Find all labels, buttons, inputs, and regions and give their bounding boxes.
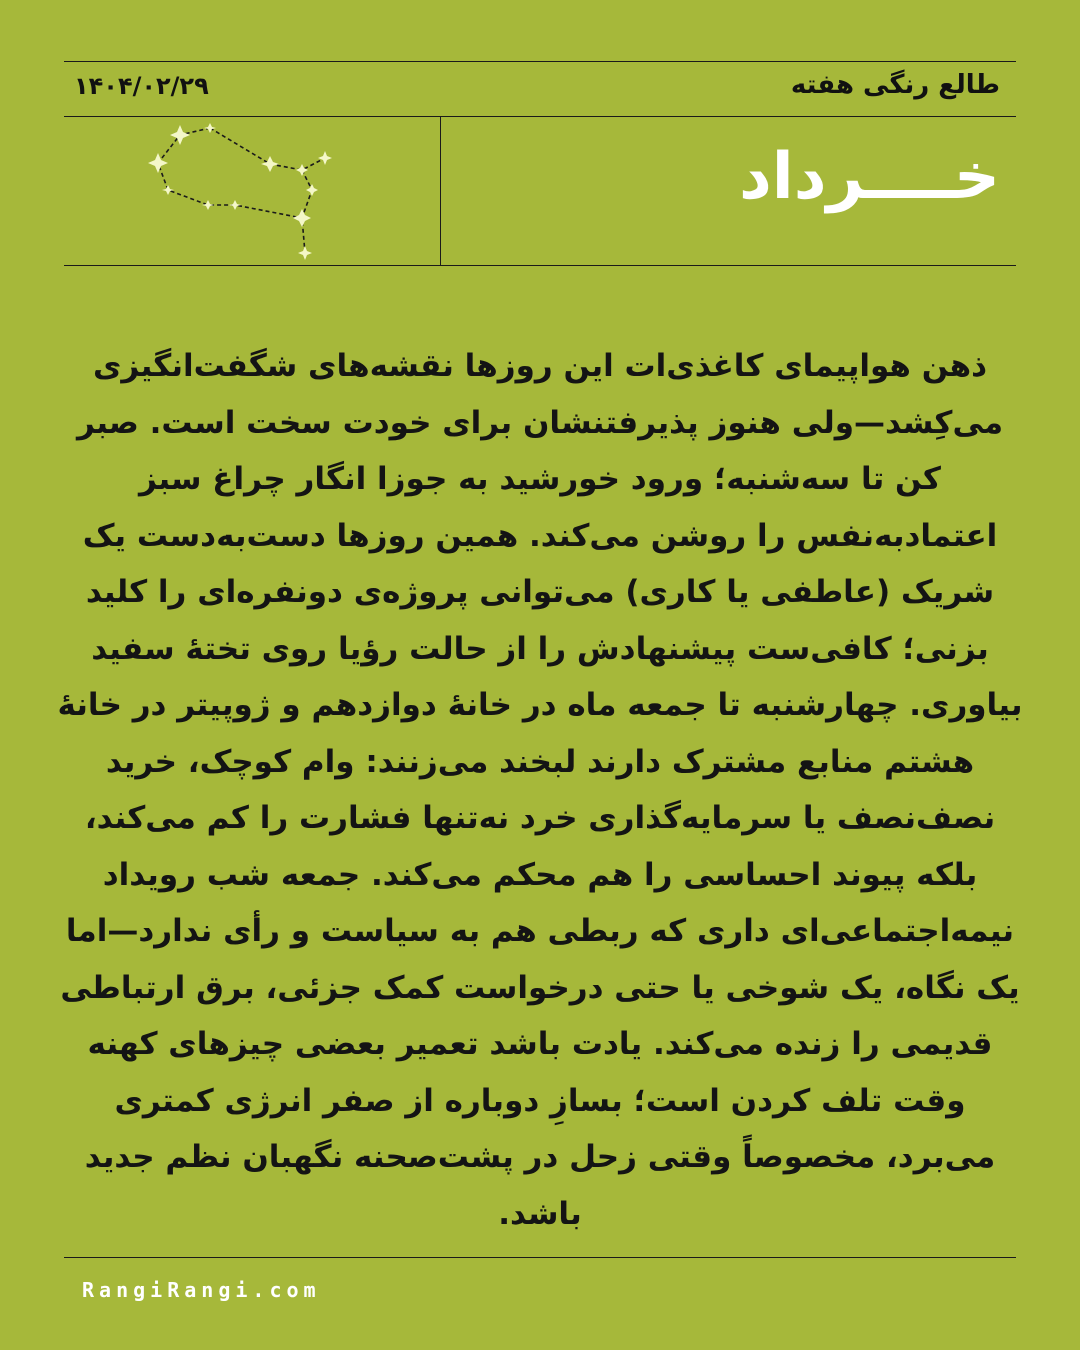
- vertical-divider: [440, 116, 441, 266]
- horoscope-paragraph: ذهن هواپیمای کاغذی‌ات این روزها نقشه‌های شگفت‌انگیزی می‌کِشد—ولی هنوز پذیرفتنشان برای خودت سخت است. صبر کن تا سه‌شنبه؛ ورود خورشید به جوزا انگار چراغ سبز اعتمادبه‌نفس را روشن می‌کند. همین روزها دست‌به‌دست یک شریک (عاطفی یا کاری) می‌توانی پروژه‌ی دونفره‌ای را کلید بزنی؛ کافی‌ست پیشنهادش را از حالت رؤیا روی تختهٔ سفید بیاوری. چهارشنبه تا جمعه ماه در خانهٔ دوازدهم و ژوپیتر در خانهٔ هشتم منابع مشترک دارند لبخند می‌زنند: وام کوچک، خرید نصف‌نصف یا سرمایه‌گذاری خرد نه‌تنها فشارت را کم می‌کند، بلکه پیوند احساسی را هم محکم می‌کند. جمعه شب رویداد نیمه‌اجتماعی‌ای داری که ربطی هم به سیاست و رأی ندارد—اما یک نگاه، یک شوخی یا حتی درخواست کمک جزئی، برق ارتباطی قدیمی را زنده می‌کند. یادت باشد تعمیر بعضی چیزهای کهنه وقت تلف کردن است؛ بسازِ دوباره از صفر انرژی کمتری می‌برد، مخصوصاً وقتی زحل در پشت‌صحنه نگهبان نظم جدید باشد.: [57, 348, 1023, 1232]
- site-url[interactable]: RangiRangi.com: [82, 1278, 321, 1302]
- constellation-lines: [158, 128, 325, 253]
- footer-divider: [64, 1257, 1016, 1258]
- sign-divider: [64, 265, 1016, 266]
- top-divider: [64, 61, 1016, 62]
- header-divider: [64, 116, 1016, 117]
- series-title: طالع رنگی هفته: [790, 70, 1000, 100]
- zodiac-sign-name: خــــرداد: [738, 140, 1000, 214]
- issue-date: ۱۴۰۴/۰۲/۲۹: [74, 72, 209, 100]
- gemini-constellation-icon: [140, 118, 340, 264]
